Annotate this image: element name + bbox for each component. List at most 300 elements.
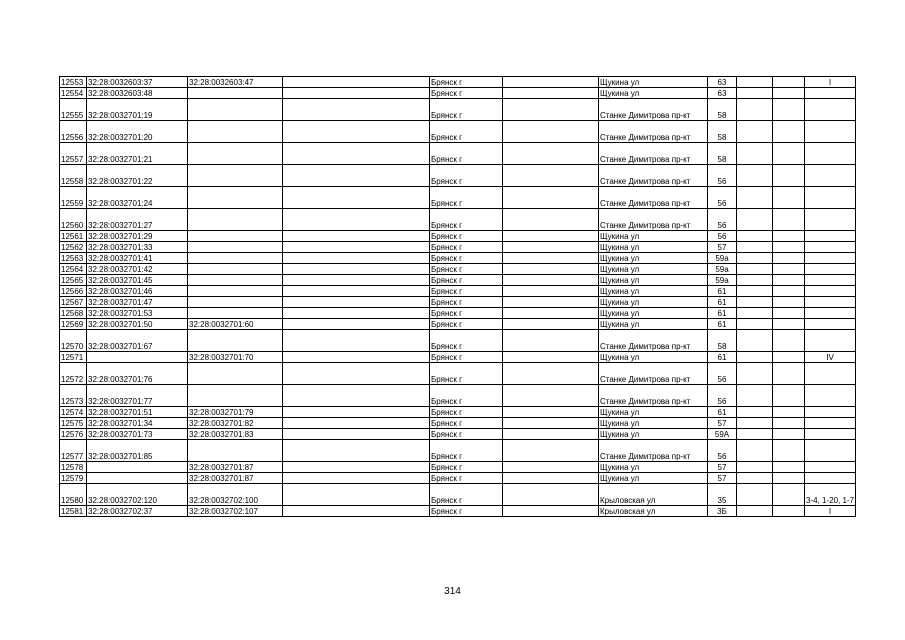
blank-cell: [773, 121, 805, 143]
city-cell: Брянск г: [430, 462, 503, 473]
cadastral-number: 32:28:0032701:20: [87, 121, 188, 143]
table-row: [60, 462, 856, 473]
blank-cell: [283, 275, 430, 286]
street-cell: Крыловская ул: [599, 506, 708, 517]
parent-cadastral-number: [188, 187, 283, 209]
city-cell: Брянск г: [430, 484, 503, 506]
blank-cell: [737, 187, 773, 209]
blank-cell: [773, 253, 805, 264]
blank-cell: [737, 330, 773, 352]
blank-cell: [283, 242, 430, 253]
street-cell: Щукина ул: [599, 418, 708, 429]
cadastral-number: 32:28:0032701:47: [87, 297, 188, 308]
house-number: 63: [708, 88, 737, 99]
blank-cell: [503, 209, 599, 231]
blank-cell: [773, 407, 805, 418]
row-number: 12564: [60, 264, 87, 275]
parent-cadastral-number: 32:28:0032701:83: [188, 429, 283, 440]
city-cell: Брянск г: [430, 429, 503, 440]
blank-cell: [737, 440, 773, 462]
house-number: 56: [708, 363, 737, 385]
street-cell: Станке Димитрова пр-кт: [599, 99, 708, 121]
table-row: [60, 121, 856, 143]
unit-cell: [805, 209, 856, 231]
parent-cadastral-number: [188, 330, 283, 352]
blank-cell: [737, 429, 773, 440]
cadastral-number: 32:28:0032701:51: [87, 407, 188, 418]
blank-cell: [503, 275, 599, 286]
blank-cell: [773, 187, 805, 209]
blank-cell: [503, 253, 599, 264]
street-cell: Щукина ул: [599, 429, 708, 440]
blank-cell: [737, 253, 773, 264]
unit-cell: [805, 473, 856, 484]
house-number: 61: [708, 286, 737, 297]
city-cell: Брянск г: [430, 308, 503, 319]
house-number: 59а: [708, 264, 737, 275]
blank-cell: [773, 143, 805, 165]
house-number: 63: [708, 77, 737, 88]
blank-cell: [283, 165, 430, 187]
unit-cell: [805, 187, 856, 209]
parent-cadastral-number: [188, 165, 283, 187]
table-row: [60, 407, 856, 418]
blank-cell: [503, 440, 599, 462]
blank-cell: [503, 418, 599, 429]
cadastral-number: 32:28:0032701:41: [87, 253, 188, 264]
city-cell: Брянск г: [430, 418, 503, 429]
blank-cell: [283, 330, 430, 352]
unit-cell: IV: [805, 352, 856, 363]
blank-cell: [503, 99, 599, 121]
table-row: [60, 77, 856, 88]
unit-cell: [805, 385, 856, 407]
table-row: [60, 165, 856, 187]
table-row: [60, 209, 856, 231]
blank-cell: [737, 297, 773, 308]
blank-cell: [283, 88, 430, 99]
blank-cell: [773, 363, 805, 385]
parent-cadastral-number: [188, 275, 283, 286]
row-number: 12575: [60, 418, 87, 429]
row-number: 12555: [60, 99, 87, 121]
cadastral-number: 32:28:0032701:53: [87, 308, 188, 319]
blank-cell: [283, 231, 430, 242]
cadastral-number: 32:28:0032702:120: [87, 484, 188, 506]
blank-cell: [773, 231, 805, 242]
street-cell: Станке Димитрова пр-кт: [599, 440, 708, 462]
unit-cell: [805, 407, 856, 418]
street-cell: Щукина ул: [599, 286, 708, 297]
unit-cell: [805, 253, 856, 264]
parent-cadastral-number: 32:28:0032701:82: [188, 418, 283, 429]
blank-cell: [503, 429, 599, 440]
cadastral-number: [87, 473, 188, 484]
street-cell: Щукина ул: [599, 253, 708, 264]
house-number: 35: [708, 484, 737, 506]
row-number: 12563: [60, 253, 87, 264]
blank-cell: [737, 363, 773, 385]
row-number: 12577: [60, 440, 87, 462]
city-cell: Брянск г: [430, 407, 503, 418]
city-cell: Брянск г: [430, 77, 503, 88]
row-number: 12566: [60, 286, 87, 297]
parent-cadastral-number: 32:28:0032701:70: [188, 352, 283, 363]
city-cell: Брянск г: [430, 385, 503, 407]
row-number: 12570: [60, 330, 87, 352]
blank-cell: [773, 77, 805, 88]
blank-cell: [773, 330, 805, 352]
blank-cell: [737, 484, 773, 506]
blank-cell: [737, 308, 773, 319]
parent-cadastral-number: 32:28:0032702:107: [188, 506, 283, 517]
unit-cell: [805, 330, 856, 352]
house-number: 58: [708, 121, 737, 143]
row-number: 12558: [60, 165, 87, 187]
parent-cadastral-number: 32:28:0032603:47: [188, 77, 283, 88]
parent-cadastral-number: [188, 143, 283, 165]
street-cell: Станке Димитрова пр-кт: [599, 143, 708, 165]
house-number: 3Б: [708, 506, 737, 517]
street-cell: Щукина ул: [599, 407, 708, 418]
house-number: 61: [708, 297, 737, 308]
blank-cell: [773, 506, 805, 517]
blank-cell: [283, 462, 430, 473]
street-cell: Щукина ул: [599, 308, 708, 319]
row-number: 12578: [60, 462, 87, 473]
blank-cell: [503, 88, 599, 99]
city-cell: Брянск г: [430, 231, 503, 242]
blank-cell: [503, 286, 599, 297]
street-cell: Щукина ул: [599, 242, 708, 253]
parent-cadastral-number: [188, 297, 283, 308]
unit-cell: [805, 286, 856, 297]
table-row: [60, 231, 856, 242]
blank-cell: [283, 77, 430, 88]
blank-cell: [283, 308, 430, 319]
blank-cell: [737, 77, 773, 88]
street-cell: Щукина ул: [599, 297, 708, 308]
house-number: 59а: [708, 275, 737, 286]
blank-cell: [503, 231, 599, 242]
cadastral-number: 32:28:0032701:19: [87, 99, 188, 121]
row-number: 12562: [60, 242, 87, 253]
blank-cell: [503, 187, 599, 209]
row-number: 12560: [60, 209, 87, 231]
row-number: 12556: [60, 121, 87, 143]
blank-cell: [773, 165, 805, 187]
blank-cell: [737, 352, 773, 363]
cadastral-number: 32:28:0032701:42: [87, 264, 188, 275]
blank-cell: [503, 330, 599, 352]
house-number: 61: [708, 319, 737, 330]
blank-cell: [283, 209, 430, 231]
blank-cell: [737, 275, 773, 286]
row-number: 12581: [60, 506, 87, 517]
blank-cell: [283, 187, 430, 209]
blank-cell: [737, 506, 773, 517]
blank-cell: [737, 264, 773, 275]
street-cell: Станке Димитрова пр-кт: [599, 363, 708, 385]
city-cell: Брянск г: [430, 88, 503, 99]
street-cell: Щукина ул: [599, 352, 708, 363]
table-row: [60, 440, 856, 462]
blank-cell: [737, 385, 773, 407]
house-number: 56: [708, 165, 737, 187]
cadastral-number: 32:28:0032701:46: [87, 286, 188, 297]
blank-cell: [503, 77, 599, 88]
blank-cell: [737, 407, 773, 418]
blank-cell: [773, 473, 805, 484]
unit-cell: I: [805, 506, 856, 517]
row-number: 12561: [60, 231, 87, 242]
cadastral-number: 32:28:0032603:37: [87, 77, 188, 88]
house-number: 58: [708, 143, 737, 165]
house-number: 56: [708, 209, 737, 231]
table-row: [60, 506, 856, 517]
blank-cell: [503, 473, 599, 484]
parent-cadastral-number: [188, 308, 283, 319]
table-row: [60, 319, 856, 330]
city-cell: Брянск г: [430, 297, 503, 308]
table-body: [60, 77, 856, 517]
blank-cell: [737, 473, 773, 484]
street-cell: Станке Димитрова пр-кт: [599, 187, 708, 209]
blank-cell: [773, 462, 805, 473]
blank-cell: [283, 418, 430, 429]
table-row: [60, 473, 856, 484]
street-cell: Станке Димитрова пр-кт: [599, 330, 708, 352]
table-row: [60, 286, 856, 297]
row-number: 12559: [60, 187, 87, 209]
blank-cell: [283, 506, 430, 517]
blank-cell: [773, 297, 805, 308]
table-row: [60, 264, 856, 275]
table-row: [60, 429, 856, 440]
city-cell: Брянск г: [430, 143, 503, 165]
house-number: 58: [708, 330, 737, 352]
table-row: [60, 297, 856, 308]
blank-cell: [773, 242, 805, 253]
street-cell: Щукина ул: [599, 473, 708, 484]
house-number: 58: [708, 99, 737, 121]
cadastral-number: 32:28:0032701:76: [87, 363, 188, 385]
cadastral-number: 32:28:0032701:24: [87, 187, 188, 209]
city-cell: Брянск г: [430, 352, 503, 363]
street-cell: Щукина ул: [599, 275, 708, 286]
house-number: 57: [708, 473, 737, 484]
blank-cell: [503, 484, 599, 506]
blank-cell: [737, 209, 773, 231]
row-number: 12573: [60, 385, 87, 407]
blank-cell: [773, 264, 805, 275]
blank-cell: [773, 308, 805, 319]
blank-cell: [773, 88, 805, 99]
table-row: [60, 253, 856, 264]
table-row: [60, 99, 856, 121]
blank-cell: [773, 429, 805, 440]
cadastral-number: 32:28:0032701:34: [87, 418, 188, 429]
cadastral-number: 32:28:0032701:27: [87, 209, 188, 231]
parent-cadastral-number: [188, 286, 283, 297]
row-number: 12565: [60, 275, 87, 286]
city-cell: Брянск г: [430, 209, 503, 231]
street-cell: Щукина ул: [599, 319, 708, 330]
city-cell: Брянск г: [430, 363, 503, 385]
blank-cell: [283, 484, 430, 506]
blank-cell: [283, 253, 430, 264]
unit-cell: 3-4, 1-20, 1-7: [805, 484, 856, 506]
blank-cell: [737, 143, 773, 165]
blank-cell: [773, 484, 805, 506]
blank-cell: [283, 363, 430, 385]
registry-table: [59, 76, 856, 517]
cadastral-number: 32:28:0032702:37: [87, 506, 188, 517]
blank-cell: [737, 286, 773, 297]
unit-cell: [805, 418, 856, 429]
house-number: 56: [708, 440, 737, 462]
house-number: 57: [708, 418, 737, 429]
row-number: 12572: [60, 363, 87, 385]
blank-cell: [283, 286, 430, 297]
blank-cell: [737, 418, 773, 429]
parent-cadastral-number: [188, 88, 283, 99]
unit-cell: [805, 264, 856, 275]
blank-cell: [737, 242, 773, 253]
house-number: 61: [708, 308, 737, 319]
table-row: [60, 308, 856, 319]
cadastral-number: 32:28:0032701:73: [87, 429, 188, 440]
table-row: [60, 187, 856, 209]
blank-cell: [773, 286, 805, 297]
house-number: 59А: [708, 429, 737, 440]
unit-cell: [805, 143, 856, 165]
row-number: 12557: [60, 143, 87, 165]
parent-cadastral-number: [188, 264, 283, 275]
blank-cell: [773, 385, 805, 407]
unit-cell: [805, 462, 856, 473]
unit-cell: [805, 275, 856, 286]
cadastral-number: 32:28:0032603:48: [87, 88, 188, 99]
row-number: 12576: [60, 429, 87, 440]
street-cell: Щукина ул: [599, 77, 708, 88]
page-number: 314: [444, 586, 461, 597]
blank-cell: [503, 352, 599, 363]
street-cell: Щукина ул: [599, 462, 708, 473]
blank-cell: [503, 506, 599, 517]
unit-cell: [805, 440, 856, 462]
blank-cell: [283, 407, 430, 418]
blank-cell: [737, 121, 773, 143]
blank-cell: [773, 209, 805, 231]
cadastral-number: 32:28:0032701:29: [87, 231, 188, 242]
parent-cadastral-number: 32:28:0032702:100: [188, 484, 283, 506]
street-cell: Станке Димитрова пр-кт: [599, 165, 708, 187]
blank-cell: [283, 429, 430, 440]
table-row: [60, 88, 856, 99]
street-cell: Щукина ул: [599, 88, 708, 99]
blank-cell: [503, 407, 599, 418]
blank-cell: [283, 473, 430, 484]
street-cell: Крыловская ул: [599, 484, 708, 506]
house-number: 56: [708, 187, 737, 209]
blank-cell: [503, 242, 599, 253]
parent-cadastral-number: [188, 209, 283, 231]
house-number: 61: [708, 407, 737, 418]
parent-cadastral-number: [188, 242, 283, 253]
table-row: [60, 363, 856, 385]
blank-cell: [773, 352, 805, 363]
cadastral-number: 32:28:0032701:85: [87, 440, 188, 462]
unit-cell: [805, 121, 856, 143]
street-cell: Щукина ул: [599, 231, 708, 242]
blank-cell: [737, 88, 773, 99]
table-row: [60, 352, 856, 363]
unit-cell: [805, 429, 856, 440]
parent-cadastral-number: [188, 121, 283, 143]
house-number: 61: [708, 352, 737, 363]
row-number: 12553: [60, 77, 87, 88]
cadastral-number: [87, 352, 188, 363]
unit-cell: [805, 88, 856, 99]
blank-cell: [503, 385, 599, 407]
parent-cadastral-number: [188, 385, 283, 407]
row-number: 12568: [60, 308, 87, 319]
table-row: [60, 418, 856, 429]
parent-cadastral-number: 32:28:0032701:87: [188, 462, 283, 473]
blank-cell: [283, 264, 430, 275]
table-row: [60, 484, 856, 506]
blank-cell: [737, 165, 773, 187]
blank-cell: [283, 121, 430, 143]
parent-cadastral-number: 32:28:0032701:60: [188, 319, 283, 330]
unit-cell: [805, 308, 856, 319]
table-row: [60, 242, 856, 253]
blank-cell: [773, 418, 805, 429]
row-number: 12580: [60, 484, 87, 506]
table-row: [60, 275, 856, 286]
street-cell: Станке Димитрова пр-кт: [599, 121, 708, 143]
city-cell: Брянск г: [430, 253, 503, 264]
row-number: 12574: [60, 407, 87, 418]
city-cell: Брянск г: [430, 121, 503, 143]
house-number: 57: [708, 462, 737, 473]
street-cell: Щукина ул: [599, 264, 708, 275]
cadastral-number: 32:28:0032701:77: [87, 385, 188, 407]
city-cell: Брянск г: [430, 330, 503, 352]
unit-cell: [805, 319, 856, 330]
house-number: 59а: [708, 253, 737, 264]
street-cell: Станке Димитрова пр-кт: [599, 385, 708, 407]
row-number: 12569: [60, 319, 87, 330]
cadastral-number: 32:28:0032701:33: [87, 242, 188, 253]
parent-cadastral-number: [188, 253, 283, 264]
blank-cell: [503, 462, 599, 473]
cadastral-number: 32:28:0032701:45: [87, 275, 188, 286]
city-cell: Брянск г: [430, 99, 503, 121]
city-cell: Брянск г: [430, 473, 503, 484]
blank-cell: [283, 319, 430, 330]
blank-cell: [737, 319, 773, 330]
cadastral-number: 32:28:0032701:21: [87, 143, 188, 165]
city-cell: Брянск г: [430, 187, 503, 209]
blank-cell: [283, 352, 430, 363]
blank-cell: [773, 99, 805, 121]
table-row: [60, 385, 856, 407]
unit-cell: [805, 165, 856, 187]
row-number: 12567: [60, 297, 87, 308]
blank-cell: [773, 440, 805, 462]
